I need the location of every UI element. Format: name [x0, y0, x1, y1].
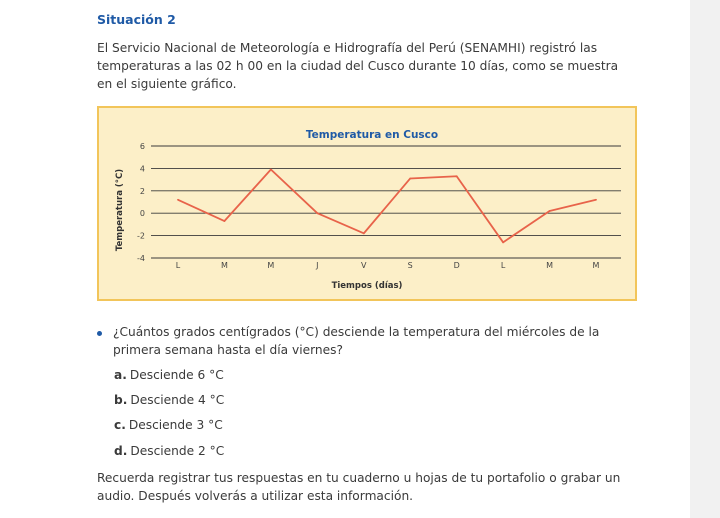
option-a[interactable] — [114, 368, 224, 382]
data-point — [595, 199, 597, 201]
y-tick-label: 0 — [139, 209, 145, 219]
data-point — [363, 232, 365, 234]
y-tick-label: -2 — [137, 231, 145, 241]
question-line: primera semana hasta el día viernes? — [113, 343, 343, 357]
intro-line: en el siguiente gráfico. — [97, 77, 237, 91]
x-tick-label: J — [316, 261, 319, 270]
option-d[interactable] — [114, 444, 224, 458]
y-tick-label: 6 — [139, 142, 145, 151]
intro-line: temperaturas a las 02 h 00 en la ciudad del Cusco durante 10 días, como se muestra — [97, 59, 619, 73]
data-point — [502, 241, 504, 243]
intro-line: El Servicio Nacional de Meteorología e Hidrografía del Perú (SENAMHI) registró las — [97, 41, 598, 55]
x-tick-label: S — [407, 261, 413, 270]
x-tick-label: D — [453, 261, 460, 270]
option-text: Desciende 2 °C — [130, 444, 225, 458]
x-tick-label: M — [267, 261, 275, 270]
data-point — [316, 212, 318, 214]
option-letter: c. — [114, 418, 126, 432]
question-line: ¿Cuántos grados centígrados (°C) desciende la temperatura del miércoles de la — [113, 325, 600, 339]
reminder-line: audio. Después volverás a utilizar esta información. — [97, 489, 414, 503]
option-text: Desciende 3 °C — [128, 418, 223, 432]
intro-paragraph — [97, 39, 642, 93]
data-point — [177, 199, 179, 201]
situation-title: Situación 2 — [97, 12, 176, 27]
x-tick-label: L — [500, 261, 506, 270]
question-text — [113, 323, 642, 359]
option-text: Desciende 6 °C — [129, 368, 224, 382]
reminder-paragraph — [97, 469, 642, 505]
y-axis-label: Temperatura (°C) — [115, 168, 125, 252]
option-c[interactable] — [114, 418, 223, 432]
x-tick-label: V — [361, 261, 367, 270]
x-tick-label: M — [592, 261, 600, 270]
data-point — [549, 210, 551, 212]
option-b[interactable] — [114, 393, 224, 407]
y-tick-label: 2 — [139, 186, 145, 196]
y-tick-label: 4 — [139, 164, 145, 174]
option-letter: a. — [114, 368, 127, 382]
option-text: Desciende 4 °C — [130, 393, 225, 407]
bullet-icon — [97, 331, 102, 336]
reminder-line: Recuerda registrar tus respuestas en tu cuaderno u hojas de tu portafolio o grabar un — [97, 471, 621, 485]
data-point — [224, 220, 226, 222]
x-tick-label: M — [546, 261, 554, 270]
temperature-chart — [99, 108, 635, 299]
chart-title: Temperatura en Cusco — [305, 129, 439, 141]
data-point — [270, 169, 272, 171]
y-tick-label: -4 — [137, 254, 145, 263]
chart-container — [97, 106, 637, 301]
data-point — [409, 178, 411, 180]
x-tick-label: L — [175, 261, 181, 270]
x-axis-label: Tiempos (días) — [331, 281, 403, 291]
data-point — [456, 175, 458, 177]
option-letter: b. — [114, 393, 128, 407]
temperature-series-line — [178, 170, 596, 243]
x-tick-label: M — [220, 261, 228, 270]
option-letter: d. — [114, 444, 128, 458]
